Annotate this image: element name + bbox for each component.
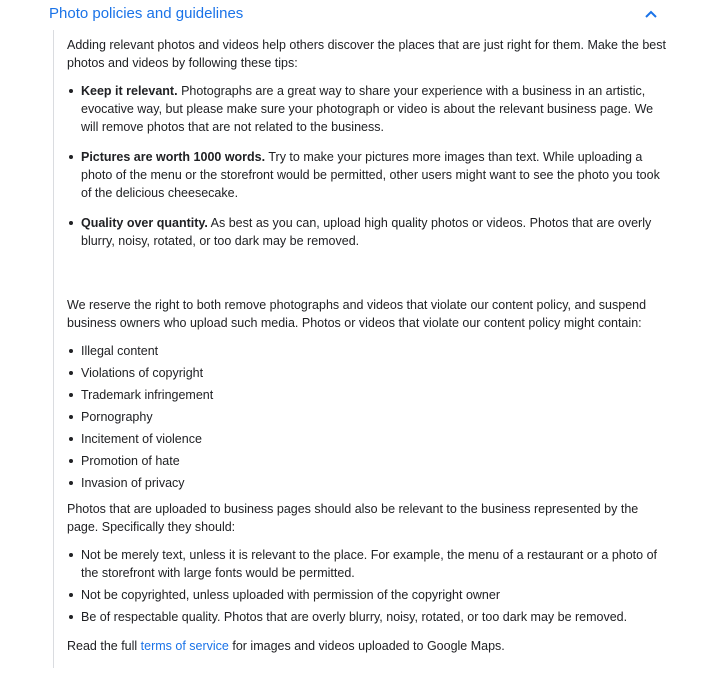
tip-heading: Quality over quantity. bbox=[81, 216, 208, 230]
list-item: Not be copyrighted, unless uploaded with permission of the copyright owner bbox=[67, 586, 667, 604]
policy-paragraph: We reserve the right to both remove photographs and videos that violate our content policy, and suspend business owners who upload such media. Photos or videos that violate our content policy might contain: bbox=[67, 298, 647, 330]
tip-text: Try to make your pictures more images than text. While uploading a photo of the menu or the storefront would be permitted, other users might want to see the photo you took of the delicious cheesecake. bbox=[81, 150, 660, 200]
list-item: Pornography bbox=[67, 408, 667, 426]
intro-paragraph: Adding relevant photos and videos help others discover the places that are just right for them. Make the best photos and videos by following these tips: bbox=[67, 38, 666, 70]
list-item: Not be merely text, unless it is relevant to the place. For example, the menu of a restaurant or a photo of the storefront with large fonts would be permitted. bbox=[67, 546, 667, 582]
list-item: Be of respectable quality. Photos that are overly blurry, noisy, rotated, or too dark may be removed. bbox=[67, 608, 667, 626]
footer-suffix: for images and videos uploaded to Google Maps. bbox=[228, 639, 505, 653]
terms-of-service-link[interactable]: terms of service bbox=[140, 639, 229, 653]
list-item: Invasion of privacy bbox=[67, 474, 667, 492]
section-header[interactable] bbox=[0, 0, 720, 30]
section-content bbox=[67, 36, 667, 655]
footer-paragraph bbox=[67, 637, 667, 655]
content-divider bbox=[53, 30, 54, 668]
relevance-paragraph: Photos that are uploaded to business pages should also be relevant to the business represented by the page. Specifically they should: bbox=[67, 502, 639, 534]
section-title[interactable]: Photo policies and guidelines bbox=[49, 5, 244, 22]
tip-text: As best as you can, upload high quality photos or videos. Photos that are overly blurry, noisy, rotated, or too dark may be removed. bbox=[81, 216, 652, 248]
chevron-up-icon[interactable] bbox=[641, 6, 661, 22]
list-item: Incitement of violence bbox=[67, 430, 667, 448]
tip-item bbox=[67, 214, 667, 250]
list-item: Promotion of hate bbox=[67, 452, 667, 470]
tip-item bbox=[67, 82, 667, 136]
tip-heading: Pictures are worth 1000 words. bbox=[81, 150, 266, 164]
list-item: Violations of copyright bbox=[67, 364, 667, 382]
list-item: Illegal content bbox=[67, 342, 667, 360]
requirements-list bbox=[67, 546, 667, 626]
footer-prefix: Read the full bbox=[67, 639, 141, 653]
tip-item bbox=[67, 148, 667, 202]
violations-list bbox=[67, 342, 667, 492]
tip-text: Photographs are a great way to share your experience with a business in an artistic, evocative way, but please make sure your photograph or video is about the relevant business page. We will remove photos that are not related to the business. bbox=[81, 84, 654, 134]
tip-heading: Keep it relevant. bbox=[81, 84, 178, 98]
list-item: Trademark infringement bbox=[67, 386, 667, 404]
tips-list bbox=[67, 82, 667, 250]
